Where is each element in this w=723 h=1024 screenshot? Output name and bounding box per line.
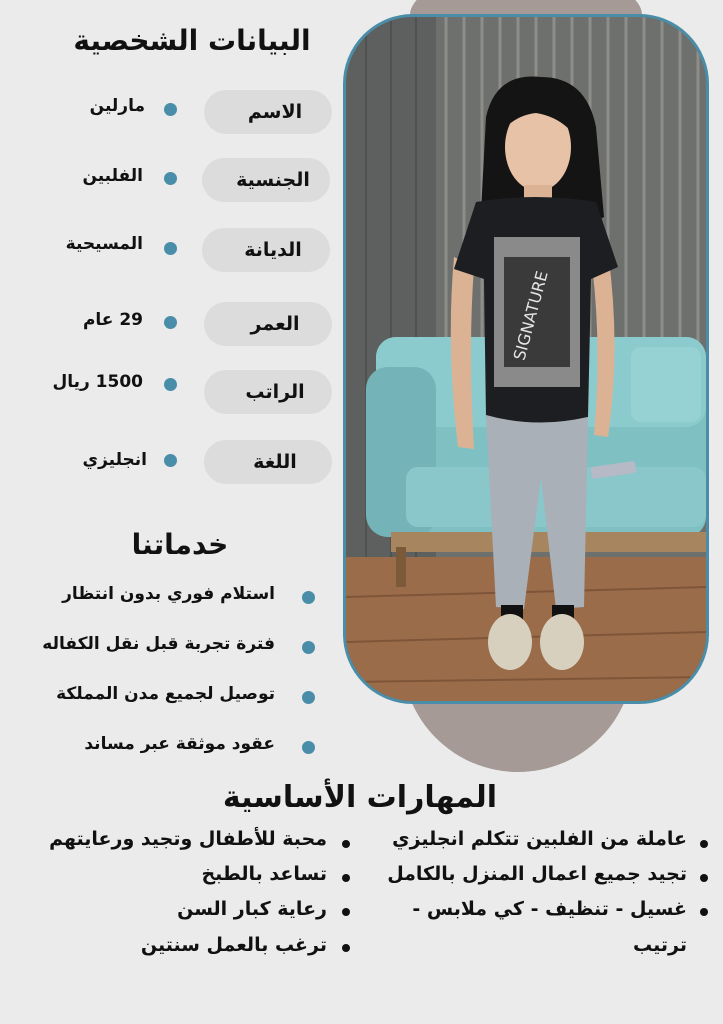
service-item: توصيل لجميع مدن المملكة — [56, 684, 275, 704]
bullet-dot — [700, 908, 708, 916]
field-label-pill: الاسم — [204, 90, 332, 134]
skill-item: ترغب بالعمل سنتين — [140, 934, 327, 956]
skills-title: المهارات الأساسية — [222, 780, 498, 815]
field-label-pill: الجنسية — [202, 158, 330, 202]
service-item: فترة تجربة قبل نقل الكفاله — [42, 634, 275, 654]
bullet-dot — [164, 172, 177, 185]
worker-photo — [343, 14, 709, 704]
field-value: مارلين — [89, 96, 145, 116]
bullet-dot — [302, 741, 315, 754]
skill-item: محبة للأطفال وتجيد ورعايتهم — [49, 828, 327, 850]
personal-info-title: البيانات الشخصية — [73, 24, 311, 57]
field-label-pill: العمر — [204, 302, 332, 346]
services-title: خدماتنا — [131, 528, 229, 561]
bullet-dot — [342, 874, 350, 882]
field-label-pill: اللغة — [204, 440, 332, 484]
service-item: عقود موثقة عبر مساند — [84, 734, 275, 754]
bullet-dot — [700, 840, 708, 848]
field-value: الفلبين — [82, 166, 143, 186]
skill-item: تساعد بالطبخ — [201, 863, 327, 885]
bullet-dot — [164, 378, 177, 391]
bullet-dot — [302, 591, 315, 604]
bullet-dot — [342, 944, 350, 952]
field-value: 29 عام — [82, 310, 143, 330]
svg-text:SIGNATURE: SIGNATURE — [509, 268, 552, 363]
field-label-pill: الراتب — [204, 370, 332, 414]
skill-item: رعاية كبار السن — [177, 898, 327, 920]
bullet-dot — [342, 840, 350, 848]
worker-photo-illustration — [346, 17, 706, 701]
skill-item: ترتيب — [633, 934, 687, 956]
bullet-dot — [302, 691, 315, 704]
bullet-dot — [164, 454, 177, 467]
bullet-dot — [700, 874, 708, 882]
field-value: انجليزي — [82, 450, 147, 470]
skill-item: عاملة من الفلبين تتكلم انجليزي — [392, 828, 687, 850]
field-label-pill: الديانة — [202, 228, 330, 272]
bullet-dot — [164, 316, 177, 329]
service-item: استلام فوري بدون انتظار — [62, 584, 275, 604]
field-value: 1500 ريال — [52, 372, 143, 392]
bullet-dot — [342, 908, 350, 916]
bullet-dot — [164, 242, 177, 255]
bullet-dot — [164, 103, 177, 116]
skill-item: تجيد جميع اعمال المنزل بالكامل — [387, 863, 687, 885]
field-value: المسيحية — [65, 234, 143, 254]
bullet-dot — [302, 641, 315, 654]
skill-item: غسيل - تنظيف - كي ملابس - — [412, 898, 687, 920]
